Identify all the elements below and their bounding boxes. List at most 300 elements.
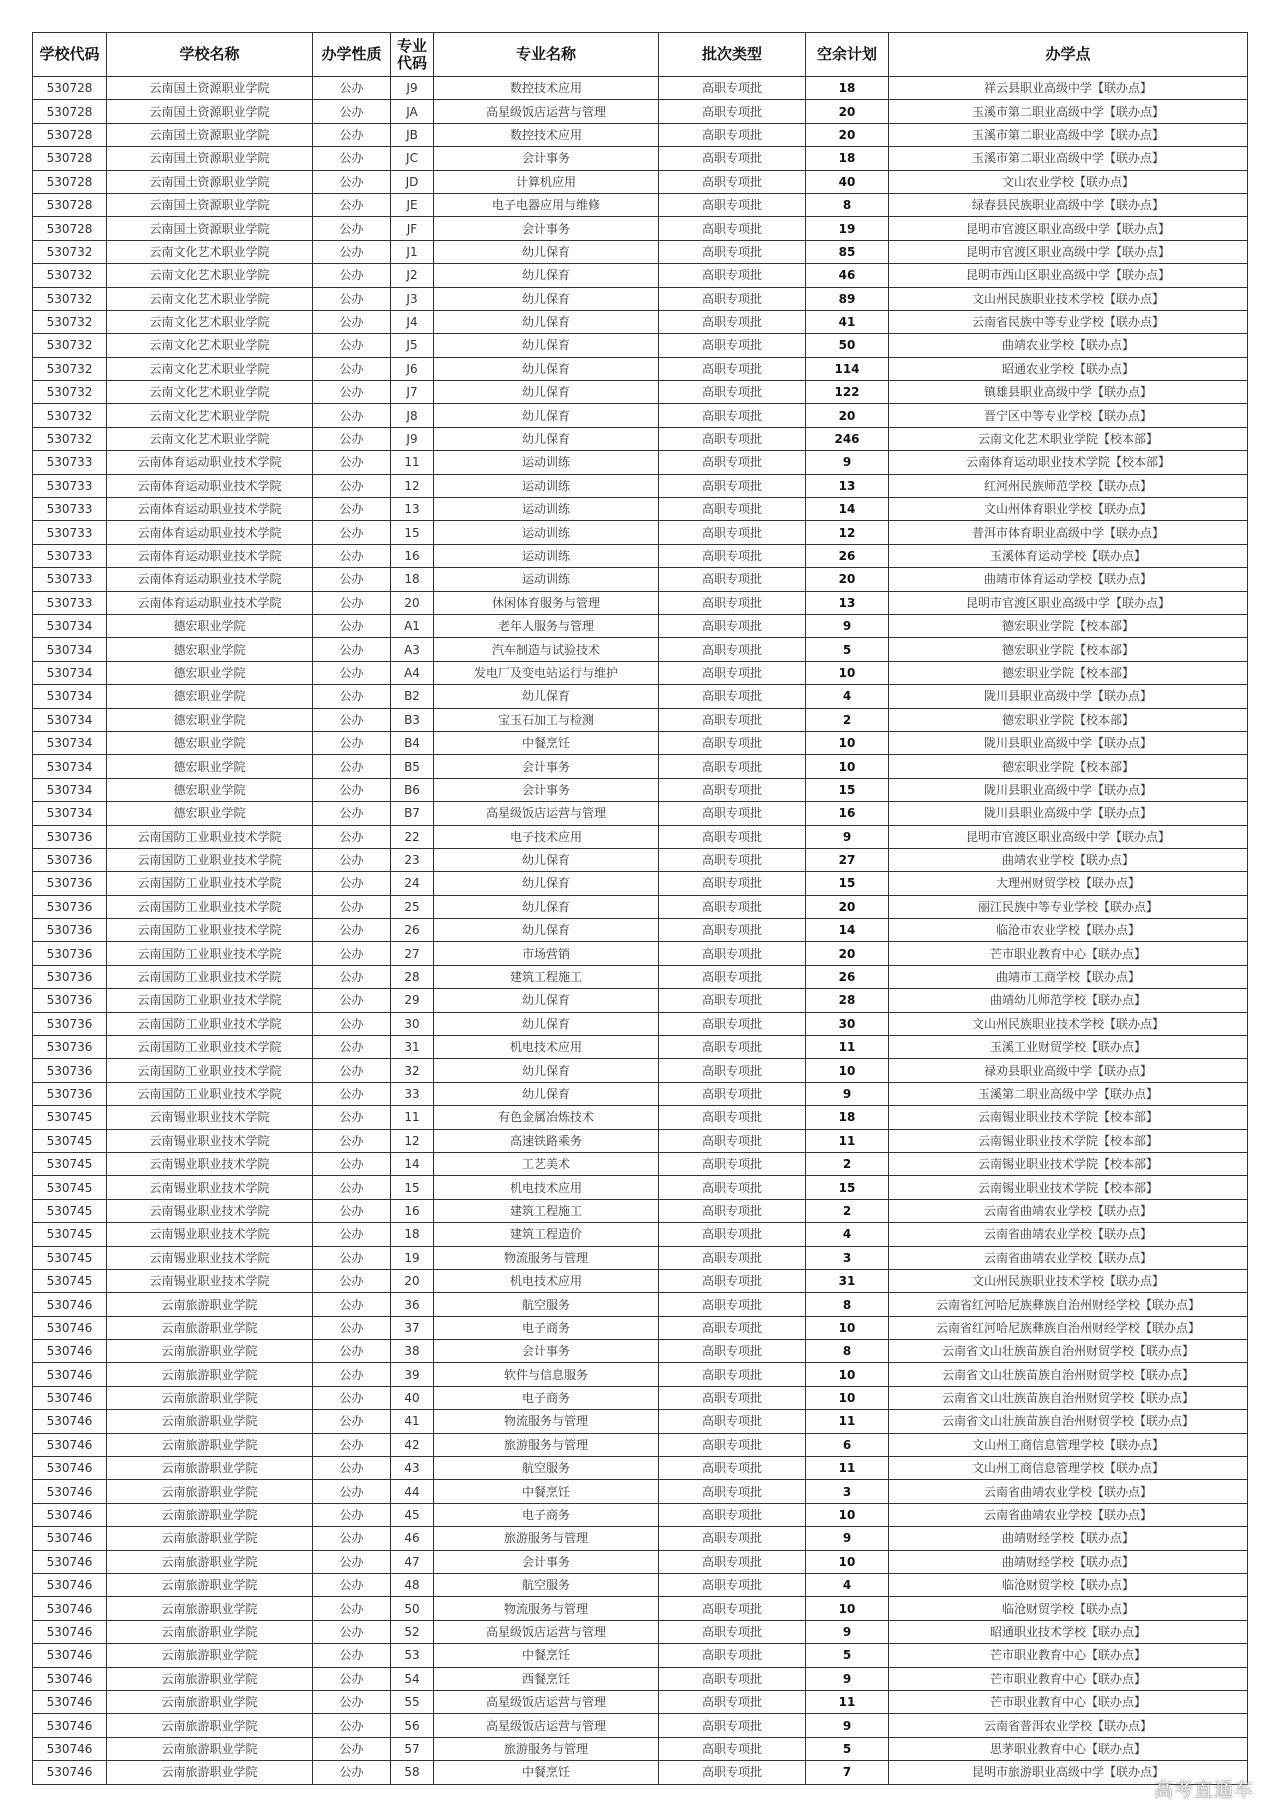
table-row [33, 1620, 1248, 1643]
batch-type-cell: 高职专项批 [659, 193, 806, 216]
campus-cell: 玉溪工业财贸学校【联办点】 [889, 1036, 1248, 1059]
table-row [33, 614, 1248, 637]
major-code-cell: J9 [391, 427, 434, 450]
batch-type-cell: 高职专项批 [659, 848, 806, 871]
school-code-cell: 530728 [33, 77, 107, 100]
campus-cell: 普洱市体育职业高级中学【联办点】 [889, 521, 1248, 544]
school-name-cell: 云南旅游职业学院 [107, 1410, 313, 1433]
school-name-cell: 云南国防工业职业技术学院 [107, 1036, 313, 1059]
school-name-cell: 云南旅游职业学院 [107, 1386, 313, 1409]
ownership-cell: 公办 [313, 1690, 391, 1713]
header-major-name: 专业名称 [434, 33, 659, 77]
major-code-cell: 53 [391, 1644, 434, 1667]
vacant-plan-cell: 13 [806, 591, 889, 614]
batch-type-cell: 高职专项批 [659, 1737, 806, 1760]
school-code-cell: 530746 [33, 1550, 107, 1573]
major-code-cell: B3 [391, 708, 434, 731]
ownership-cell: 公办 [313, 1012, 391, 1035]
school-name-cell: 云南锡业职业技术学院 [107, 1152, 313, 1175]
school-name-cell: 云南国防工业职业技术学院 [107, 1082, 313, 1105]
major-name-cell: 机电技术应用 [434, 1036, 659, 1059]
batch-type-cell: 高职专项批 [659, 1410, 806, 1433]
major-code-cell: 50 [391, 1597, 434, 1620]
table-row [33, 334, 1248, 357]
vacant-plan-cell: 20 [806, 895, 889, 918]
table-row [33, 1527, 1248, 1550]
batch-type-cell: 高职专项批 [659, 474, 806, 497]
school-name-cell: 云南旅游职业学院 [107, 1714, 313, 1737]
batch-type-cell: 高职专项批 [659, 614, 806, 637]
campus-cell: 昭通农业学校【联办点】 [889, 357, 1248, 380]
batch-type-cell: 高职专项批 [659, 778, 806, 801]
major-code-cell: B4 [391, 731, 434, 754]
batch-type-cell: 高职专项批 [659, 965, 806, 988]
school-code-cell: 530736 [33, 1036, 107, 1059]
school-code-cell: 530736 [33, 895, 107, 918]
batch-type-cell: 高职专项批 [659, 1363, 806, 1386]
school-code-cell: 530746 [33, 1667, 107, 1690]
vacant-plan-cell: 18 [806, 1106, 889, 1129]
batch-type-cell: 高职专项批 [659, 1129, 806, 1152]
major-name-cell: 电子商务 [434, 1503, 659, 1526]
vacant-plan-cell: 20 [806, 123, 889, 146]
school-name-cell: 云南旅游职业学院 [107, 1363, 313, 1386]
major-name-cell: 幼儿保育 [434, 872, 659, 895]
major-code-cell: 12 [391, 1129, 434, 1152]
vacant-plan-cell: 26 [806, 544, 889, 567]
batch-type-cell: 高职专项批 [659, 1714, 806, 1737]
school-code-cell: 530733 [33, 591, 107, 614]
vacancy-plan-table [32, 32, 1248, 1785]
campus-cell: 云南锡业职业技术学院【校本部】 [889, 1176, 1248, 1199]
campus-cell: 德宏职业学院【校本部】 [889, 708, 1248, 731]
vacant-plan-cell: 2 [806, 708, 889, 731]
vacant-plan-cell: 15 [806, 1176, 889, 1199]
ownership-cell: 公办 [313, 708, 391, 731]
school-name-cell: 云南体育运动职业技术学院 [107, 451, 313, 474]
school-name-cell: 云南文化艺术职业学院 [107, 310, 313, 333]
table-row [33, 1644, 1248, 1667]
major-name-cell: 老年人服务与管理 [434, 614, 659, 637]
table-row [33, 217, 1248, 240]
batch-type-cell: 高职专项批 [659, 685, 806, 708]
campus-cell: 大理州财贸学校【联办点】 [889, 872, 1248, 895]
vacant-plan-cell: 12 [806, 521, 889, 544]
school-code-cell: 530732 [33, 404, 107, 427]
school-name-cell: 云南旅游职业学院 [107, 1293, 313, 1316]
ownership-cell: 公办 [313, 1106, 391, 1129]
ownership-cell: 公办 [313, 1597, 391, 1620]
school-name-cell: 云南旅游职业学院 [107, 1503, 313, 1526]
campus-cell: 临沧市农业学校【联办点】 [889, 919, 1248, 942]
ownership-cell: 公办 [313, 404, 391, 427]
ownership-cell: 公办 [313, 965, 391, 988]
batch-type-cell: 高职专项批 [659, 334, 806, 357]
school-code-cell: 530746 [33, 1433, 107, 1456]
major-name-cell: 机电技术应用 [434, 1269, 659, 1292]
header-major-code-line-1: 专业 [396, 36, 427, 55]
table-row [33, 1480, 1248, 1503]
table-row [33, 1246, 1248, 1269]
table-row [33, 755, 1248, 778]
major-code-cell: 26 [391, 919, 434, 942]
school-name-cell: 云南锡业职业技术学院 [107, 1199, 313, 1222]
table-row [33, 872, 1248, 895]
batch-type-cell: 高职专项批 [659, 123, 806, 146]
major-code-cell: 33 [391, 1082, 434, 1105]
batch-type-cell: 高职专项批 [659, 1176, 806, 1199]
campus-cell: 玉溪市第二职业高级中学【联办点】 [889, 123, 1248, 146]
table-row [33, 1152, 1248, 1175]
table-row [33, 778, 1248, 801]
ownership-cell: 公办 [313, 544, 391, 567]
school-name-cell: 云南旅游职业学院 [107, 1480, 313, 1503]
ownership-cell: 公办 [313, 1036, 391, 1059]
major-name-cell: 幼儿保育 [434, 1012, 659, 1035]
major-code-cell: 32 [391, 1059, 434, 1082]
campus-cell: 德宏职业学院【校本部】 [889, 614, 1248, 637]
vacant-plan-cell: 10 [806, 1386, 889, 1409]
vacant-plan-cell: 20 [806, 942, 889, 965]
ownership-cell: 公办 [313, 1761, 391, 1784]
vacant-plan-cell: 2 [806, 1152, 889, 1175]
school-name-cell: 云南锡业职业技术学院 [107, 1129, 313, 1152]
table-row [33, 802, 1248, 825]
school-code-cell: 530745 [33, 1106, 107, 1129]
school-code-cell: 530736 [33, 848, 107, 871]
school-name-cell: 云南国防工业职业技术学院 [107, 942, 313, 965]
campus-cell: 丽江民族中等专业学校【联办点】 [889, 895, 1248, 918]
major-code-cell: 29 [391, 989, 434, 1012]
ownership-cell: 公办 [313, 1737, 391, 1760]
campus-cell: 芒市职业教育中心【联办点】 [889, 1690, 1248, 1713]
vacant-plan-cell: 5 [806, 638, 889, 661]
ownership-cell: 公办 [313, 638, 391, 661]
major-code-cell: J7 [391, 381, 434, 404]
batch-type-cell: 高职专项批 [659, 451, 806, 474]
ownership-cell: 公办 [313, 193, 391, 216]
campus-cell: 祥云县职业高级中学【联办点】 [889, 77, 1248, 100]
admission-plan-sheet [32, 32, 1247, 1785]
major-code-cell: JE [391, 193, 434, 216]
campus-cell: 临沧财贸学校【联办点】 [889, 1597, 1248, 1620]
batch-type-cell: 高职专项批 [659, 381, 806, 404]
school-name-cell: 云南体育运动职业技术学院 [107, 474, 313, 497]
header-row [33, 33, 1248, 77]
major-name-cell: 市场营销 [434, 942, 659, 965]
major-name-cell: 发电厂及变电站运行与维护 [434, 661, 659, 684]
major-name-cell: 高星级饭店运营与管理 [434, 802, 659, 825]
batch-type-cell: 高职专项批 [659, 568, 806, 591]
vacant-plan-cell: 3 [806, 1246, 889, 1269]
campus-cell: 曲靖农业学校【联办点】 [889, 334, 1248, 357]
ownership-cell: 公办 [313, 1527, 391, 1550]
major-name-cell: 高星级饭店运营与管理 [434, 1620, 659, 1643]
ownership-cell: 公办 [313, 989, 391, 1012]
table-row [33, 474, 1248, 497]
major-name-cell: 物流服务与管理 [434, 1246, 659, 1269]
campus-cell: 云南文化艺术职业学院【校本部】 [889, 427, 1248, 450]
major-code-cell: B2 [391, 685, 434, 708]
vacant-plan-cell: 8 [806, 1293, 889, 1316]
campus-cell: 云南省普洱农业学校【联办点】 [889, 1714, 1248, 1737]
campus-cell: 德宏职业学院【校本部】 [889, 755, 1248, 778]
vacant-plan-cell: 9 [806, 614, 889, 637]
major-code-cell: 18 [391, 568, 434, 591]
major-name-cell: 物流服务与管理 [434, 1410, 659, 1433]
vacant-plan-cell: 7 [806, 1761, 889, 1784]
school-name-cell: 云南国防工业职业技术学院 [107, 919, 313, 942]
ownership-cell: 公办 [313, 568, 391, 591]
table-row [33, 77, 1248, 100]
school-name-cell: 云南文化艺术职业学院 [107, 240, 313, 263]
ownership-cell: 公办 [313, 1363, 391, 1386]
major-name-cell: 幼儿保育 [434, 264, 659, 287]
table-row [33, 310, 1248, 333]
ownership-cell: 公办 [313, 1316, 391, 1339]
table-row [33, 1457, 1248, 1480]
school-code-cell: 530736 [33, 1012, 107, 1035]
campus-cell: 云南省曲靖农业学校【联办点】 [889, 1223, 1248, 1246]
major-code-cell: 54 [391, 1667, 434, 1690]
major-name-cell: 幼儿保育 [434, 310, 659, 333]
campus-cell: 陇川县职业高级中学【联办点】 [889, 685, 1248, 708]
table-row [33, 568, 1248, 591]
batch-type-cell: 高职专项批 [659, 942, 806, 965]
major-name-cell: 幼儿保育 [434, 1059, 659, 1082]
vacant-plan-cell: 10 [806, 1550, 889, 1573]
campus-cell: 云南省民族中等专业学校【联办点】 [889, 310, 1248, 333]
school-name-cell: 云南国防工业职业技术学院 [107, 895, 313, 918]
major-name-cell: 幼儿保育 [434, 381, 659, 404]
school-name-cell: 云南锡业职业技术学院 [107, 1106, 313, 1129]
school-code-cell: 530732 [33, 357, 107, 380]
school-code-cell: 530734 [33, 708, 107, 731]
table-row [33, 1082, 1248, 1105]
school-name-cell: 云南国土资源职业学院 [107, 217, 313, 240]
school-name-cell: 德宏职业学院 [107, 661, 313, 684]
major-code-cell: J3 [391, 287, 434, 310]
campus-cell: 禄劝县职业高级中学【联办点】 [889, 1059, 1248, 1082]
major-code-cell: 37 [391, 1316, 434, 1339]
campus-cell: 芒市职业教育中心【联办点】 [889, 942, 1248, 965]
major-name-cell: 建筑工程造价 [434, 1223, 659, 1246]
major-name-cell: 旅游服务与管理 [434, 1527, 659, 1550]
school-code-cell: 530733 [33, 474, 107, 497]
major-code-cell: A3 [391, 638, 434, 661]
major-code-cell: 42 [391, 1433, 434, 1456]
major-name-cell: 运动训练 [434, 498, 659, 521]
table-row [33, 591, 1248, 614]
school-code-cell: 530736 [33, 965, 107, 988]
vacant-plan-cell: 18 [806, 147, 889, 170]
table-row [33, 521, 1248, 544]
vacant-plan-cell: 15 [806, 872, 889, 895]
ownership-cell: 公办 [313, 755, 391, 778]
batch-type-cell: 高职专项批 [659, 1246, 806, 1269]
table-row [33, 287, 1248, 310]
school-code-cell: 530734 [33, 755, 107, 778]
school-code-cell: 530732 [33, 264, 107, 287]
table-row [33, 498, 1248, 521]
campus-cell: 镇雄县职业高级中学【联办点】 [889, 381, 1248, 404]
table-row [33, 1737, 1248, 1760]
ownership-cell: 公办 [313, 591, 391, 614]
school-code-cell: 530746 [33, 1761, 107, 1784]
table-row [33, 1012, 1248, 1035]
school-name-cell: 云南体育运动职业技术学院 [107, 591, 313, 614]
table-row [33, 919, 1248, 942]
school-code-cell: 530734 [33, 802, 107, 825]
school-code-cell: 530745 [33, 1246, 107, 1269]
vacant-plan-cell: 20 [806, 404, 889, 427]
table-row [33, 638, 1248, 661]
school-code-cell: 530746 [33, 1737, 107, 1760]
school-name-cell: 云南锡业职业技术学院 [107, 1223, 313, 1246]
school-code-cell: 530746 [33, 1480, 107, 1503]
major-name-cell: 幼儿保育 [434, 427, 659, 450]
table-row [33, 1293, 1248, 1316]
ownership-cell: 公办 [313, 451, 391, 474]
major-code-cell: 44 [391, 1480, 434, 1503]
major-code-cell: 27 [391, 942, 434, 965]
campus-cell: 玉溪第二职业高级中学【联办点】 [889, 1082, 1248, 1105]
major-name-cell: 运动训练 [434, 521, 659, 544]
major-code-cell: JC [391, 147, 434, 170]
ownership-cell: 公办 [313, 1059, 391, 1082]
major-code-cell: 14 [391, 1152, 434, 1175]
school-name-cell: 德宏职业学院 [107, 708, 313, 731]
vacant-plan-cell: 27 [806, 848, 889, 871]
school-code-cell: 530745 [33, 1199, 107, 1222]
school-code-cell: 530728 [33, 170, 107, 193]
ownership-cell: 公办 [313, 1293, 391, 1316]
major-name-cell: 会计事务 [434, 1340, 659, 1363]
school-name-cell: 德宏职业学院 [107, 778, 313, 801]
campus-cell: 文山州民族职业技术学校【联办点】 [889, 287, 1248, 310]
batch-type-cell: 高职专项批 [659, 755, 806, 778]
school-name-cell: 云南文化艺术职业学院 [107, 381, 313, 404]
campus-cell: 云南锡业职业技术学院【校本部】 [889, 1129, 1248, 1152]
table-row [33, 661, 1248, 684]
vacant-plan-cell: 89 [806, 287, 889, 310]
batch-type-cell: 高职专项批 [659, 1644, 806, 1667]
table-body [33, 77, 1248, 1785]
school-code-cell: 530728 [33, 193, 107, 216]
campus-cell: 临沧财贸学校【联办点】 [889, 1574, 1248, 1597]
school-code-cell: 530732 [33, 287, 107, 310]
school-name-cell: 云南国防工业职业技术学院 [107, 965, 313, 988]
school-code-cell: 530746 [33, 1690, 107, 1713]
ownership-cell: 公办 [313, 1152, 391, 1175]
ownership-cell: 公办 [313, 381, 391, 404]
campus-cell: 云南体育运动职业技术学院【校本部】 [889, 451, 1248, 474]
major-code-cell: 15 [391, 521, 434, 544]
school-name-cell: 云南旅游职业学院 [107, 1457, 313, 1480]
batch-type-cell: 高职专项批 [659, 638, 806, 661]
school-code-cell: 530746 [33, 1293, 107, 1316]
batch-type-cell: 高职专项批 [659, 357, 806, 380]
vacant-plan-cell: 14 [806, 919, 889, 942]
ownership-cell: 公办 [313, 872, 391, 895]
school-code-cell: 530734 [33, 778, 107, 801]
school-code-cell: 530745 [33, 1152, 107, 1175]
major-code-cell: 25 [391, 895, 434, 918]
batch-type-cell: 高职专项批 [659, 825, 806, 848]
vacant-plan-cell: 9 [806, 1620, 889, 1643]
vacant-plan-cell: 46 [806, 264, 889, 287]
ownership-cell: 公办 [313, 1199, 391, 1222]
school-name-cell: 云南国防工业职业技术学院 [107, 1059, 313, 1082]
school-name-cell: 云南国土资源职业学院 [107, 147, 313, 170]
campus-cell: 文山州民族职业技术学校【联办点】 [889, 1269, 1248, 1292]
table-row [33, 147, 1248, 170]
school-code-cell: 530745 [33, 1269, 107, 1292]
vacant-plan-cell: 10 [806, 755, 889, 778]
vacant-plan-cell: 19 [806, 217, 889, 240]
major-name-cell: 会计事务 [434, 217, 659, 240]
major-code-cell: 11 [391, 1106, 434, 1129]
major-name-cell: 运动训练 [434, 544, 659, 567]
vacant-plan-cell: 18 [806, 77, 889, 100]
batch-type-cell: 高职专项批 [659, 1550, 806, 1573]
school-name-cell: 云南文化艺术职业学院 [107, 287, 313, 310]
campus-cell: 曲靖财经学校【联办点】 [889, 1527, 1248, 1550]
campus-cell: 文山州民族职业技术学校【联办点】 [889, 1012, 1248, 1035]
vacant-plan-cell: 10 [806, 661, 889, 684]
school-code-cell: 530745 [33, 1129, 107, 1152]
vacant-plan-cell: 26 [806, 965, 889, 988]
major-name-cell: 旅游服务与管理 [434, 1433, 659, 1456]
major-code-cell: 19 [391, 1246, 434, 1269]
major-code-cell: 28 [391, 965, 434, 988]
school-name-cell: 云南国防工业职业技术学院 [107, 825, 313, 848]
ownership-cell: 公办 [313, 1667, 391, 1690]
table-row [33, 1410, 1248, 1433]
school-name-cell: 云南文化艺术职业学院 [107, 427, 313, 450]
school-name-cell: 云南旅游职业学院 [107, 1644, 313, 1667]
vacant-plan-cell: 11 [806, 1036, 889, 1059]
header-ownership: 办学性质 [313, 33, 391, 77]
header-vacant-plan: 空余计划 [806, 33, 889, 77]
major-code-cell: 24 [391, 872, 434, 895]
table-row [33, 685, 1248, 708]
table-row [33, 1059, 1248, 1082]
major-name-cell: 幼儿保育 [434, 240, 659, 263]
ownership-cell: 公办 [313, 919, 391, 942]
batch-type-cell: 高职专项批 [659, 427, 806, 450]
major-name-cell: 西餐烹饪 [434, 1667, 659, 1690]
ownership-cell: 公办 [313, 170, 391, 193]
campus-cell: 红河州民族师范学校【联办点】 [889, 474, 1248, 497]
ownership-cell: 公办 [313, 474, 391, 497]
vacant-plan-cell: 10 [806, 1597, 889, 1620]
batch-type-cell: 高职专项批 [659, 1199, 806, 1222]
table-row [33, 1667, 1248, 1690]
school-code-cell: 530736 [33, 872, 107, 895]
school-code-cell: 530746 [33, 1527, 107, 1550]
ownership-cell: 公办 [313, 1644, 391, 1667]
ownership-cell: 公办 [313, 334, 391, 357]
ownership-cell: 公办 [313, 123, 391, 146]
campus-cell: 昆明市旅游职业高级中学【联办点】 [889, 1761, 1248, 1784]
campus-cell: 绿春县民族职业高级中学【联办点】 [889, 193, 1248, 216]
major-code-cell: 22 [391, 825, 434, 848]
school-code-cell: 530728 [33, 123, 107, 146]
major-name-cell: 软件与信息服务 [434, 1363, 659, 1386]
school-name-cell: 云南旅游职业学院 [107, 1527, 313, 1550]
table-row [33, 264, 1248, 287]
